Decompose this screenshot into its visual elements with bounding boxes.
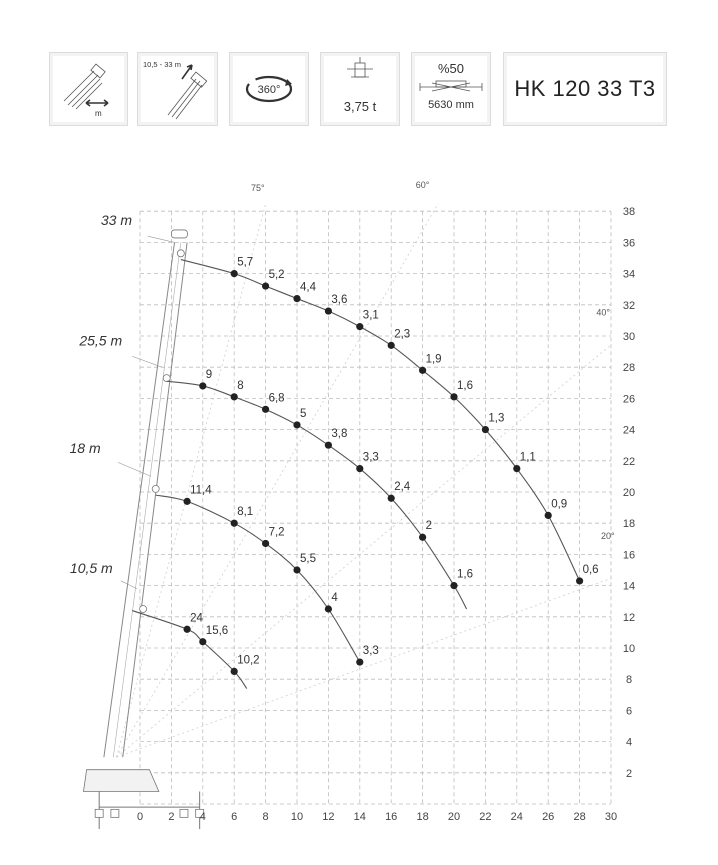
y-tick-label: 10 (622, 643, 636, 655)
y-tick-label: 36 (622, 237, 636, 250)
load-curve (167, 381, 467, 609)
x-tick-label: 14 (353, 811, 366, 823)
load-point (325, 605, 332, 612)
load-label: 6,8 (268, 392, 285, 405)
load-point (356, 323, 363, 330)
boom-length-label: 33 m (100, 212, 133, 229)
load-label: 5 (300, 407, 307, 420)
x-tick-label: 2 (168, 811, 175, 823)
boom-outline (104, 242, 187, 757)
x-tick-label: 28 (573, 811, 586, 823)
x-tick-label: 4 (199, 811, 206, 823)
load-label: 0,6 (582, 563, 599, 576)
load-label: 15,6 (205, 624, 229, 637)
x-tick-label: 12 (322, 811, 335, 823)
load-point (513, 465, 520, 472)
load-label: 1,6 (457, 568, 473, 581)
x-tick-label: 26 (542, 811, 555, 823)
crane-base (83, 770, 158, 792)
load-label: 5,5 (300, 553, 316, 565)
x-tick-label: 10 (290, 811, 304, 823)
load-point (231, 270, 238, 277)
load-point (199, 382, 206, 389)
x-tick-label: 24 (510, 811, 523, 823)
x-tick-label: 8 (262, 811, 269, 823)
crane-drawing (83, 230, 203, 829)
load-point (199, 638, 206, 645)
load-point (450, 393, 457, 400)
x-tick-label: 0 (136, 811, 144, 823)
load-point (293, 421, 300, 428)
boom-label-leader (118, 462, 151, 476)
load-label: 4 (331, 592, 338, 604)
load-label: 3,1 (362, 309, 379, 322)
svg-text:360°: 360° (257, 84, 281, 96)
y-tick-label: 24 (622, 424, 636, 437)
y-tick-label: 12 (622, 611, 636, 624)
grid (140, 211, 611, 804)
angle-line (116, 345, 611, 757)
load-point (231, 668, 238, 675)
y-tick-label: 18 (622, 518, 636, 531)
load-label: 3,3 (362, 645, 379, 658)
y-tick-label: 30 (622, 331, 636, 343)
load-label: 10,2 (237, 654, 260, 667)
load-label: 5,7 (237, 256, 254, 269)
load-label: 9 (205, 368, 213, 381)
outrigger-pad (111, 809, 119, 817)
hook-marker (140, 606, 147, 613)
load-label: 5,2 (268, 269, 285, 282)
angle-label: 20° (601, 530, 615, 541)
boom-label-leader (148, 236, 175, 242)
load-point (262, 406, 269, 413)
load-point (231, 520, 238, 527)
load-point (388, 342, 395, 349)
load-label: 1,6 (457, 379, 473, 392)
x-tick-label: 6 (231, 811, 238, 823)
load-point (576, 577, 583, 584)
load-label: 24 (190, 612, 203, 625)
load-label: 8,1 (237, 506, 254, 519)
hook-marker (152, 485, 159, 492)
load-label: 7,2 (268, 526, 285, 539)
boom-label-leader (132, 356, 162, 367)
angle-label: 60° (415, 179, 430, 190)
y-tick-label: 32 (622, 299, 636, 312)
hook-marker (163, 375, 170, 382)
load-point (419, 367, 426, 374)
x-tick-label: 30 (604, 811, 618, 823)
load-curve (156, 495, 360, 662)
load-point (184, 626, 191, 633)
hook-marker (177, 250, 184, 257)
y-tick-label: 8 (625, 674, 633, 687)
load-point (419, 534, 426, 541)
svg-text:%50: %50 (437, 61, 465, 76)
load-label: 11,4 (190, 484, 212, 497)
load-point (325, 307, 332, 314)
x-tick-label: 22 (479, 811, 492, 823)
y-tick-label: 22 (622, 455, 636, 468)
svg-text:3,75 t: 3,75 t (343, 99, 377, 114)
load-label: 1,9 (425, 353, 442, 366)
load-label: 0,9 (551, 498, 568, 511)
y-tick-label: 4 (625, 736, 633, 749)
angle-label: 75° (250, 182, 265, 193)
load-point (262, 540, 269, 547)
boom-head (171, 230, 187, 238)
load-point (482, 426, 489, 433)
y-tick-label: 20 (622, 487, 636, 499)
load-point (293, 566, 300, 573)
svg-text:m: m (95, 109, 102, 118)
load-point (545, 512, 552, 519)
boom-centerline (113, 242, 181, 757)
y-tick-label: 26 (622, 393, 636, 406)
angle-line (116, 578, 611, 757)
y-tick-label: 34 (622, 268, 636, 281)
outrigger-pad (180, 809, 188, 817)
angle-lines (116, 180, 615, 757)
y-tick-label: 2 (625, 767, 633, 780)
load-curve (181, 260, 580, 581)
load-label: 8 (237, 379, 244, 392)
boom-length-label: 18 m (69, 440, 101, 456)
load-point (325, 442, 332, 449)
x-tick-label: 16 (385, 811, 398, 823)
y-tick-label: 38 (622, 206, 636, 219)
axis-labels (137, 206, 635, 823)
load-point (231, 393, 238, 400)
load-label: 3,3 (362, 451, 379, 464)
x-tick-label: 20 (447, 811, 461, 823)
boom-length-label: 25,5 m (79, 332, 123, 349)
load-label: 1,3 (488, 412, 505, 425)
load-label: 3,6 (331, 294, 348, 307)
x-tick-label: 18 (416, 811, 429, 823)
y-tick-label: 14 (622, 580, 636, 593)
svg-text:10,5 - 33 m: 10,5 - 33 m (143, 60, 181, 69)
load-label: 4,4 (300, 281, 316, 294)
boom-length-label: 10,5 m (69, 560, 113, 577)
load-point (356, 465, 363, 472)
y-tick-label: 28 (622, 362, 636, 375)
load-label: 1,1 (519, 451, 536, 464)
angle-label: 40° (596, 307, 610, 318)
load-label: 2 (425, 520, 433, 533)
load-point (450, 582, 457, 589)
load-point (356, 658, 363, 665)
load-label: 3,8 (331, 428, 348, 441)
angle-line (116, 203, 265, 757)
outrigger-pad (95, 809, 103, 817)
load-point (184, 498, 191, 505)
boom-label-leader (121, 581, 137, 589)
svg-text:5630 mm: 5630 mm (428, 99, 474, 111)
angle-line (116, 203, 438, 757)
y-tick-label: 6 (625, 705, 633, 718)
boom-labels (69, 212, 174, 588)
load-point (262, 282, 269, 289)
load-label: 2,4 (394, 481, 411, 494)
load-point (388, 495, 395, 502)
load-label: 2,3 (394, 328, 411, 341)
y-tick-label: 16 (622, 549, 636, 562)
model-title: HK 120 33 T3 (514, 76, 656, 101)
load-point (293, 295, 300, 302)
